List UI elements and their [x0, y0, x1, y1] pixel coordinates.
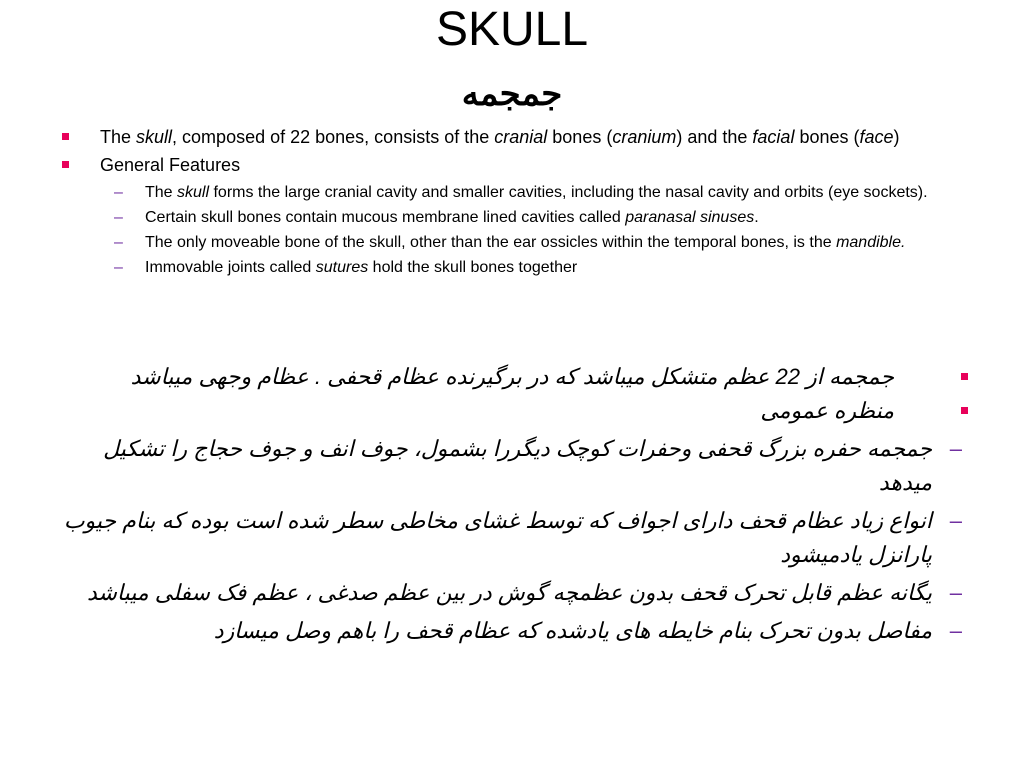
text-run: forms the large cranial cavity and smaller cavities, including the nasal cavity and orbits (eye sockets). [209, 184, 928, 201]
text-run: General Features [100, 155, 241, 175]
square-bullet-icon [62, 133, 69, 140]
italic-term: sutures [315, 259, 369, 276]
dash-bullet-icon: – [114, 184, 123, 201]
text-run: , composed of 22 bones, consists of the [172, 127, 495, 147]
italic-term: mandible. [836, 234, 906, 251]
bullet-item-persian [52, 394, 932, 428]
italic-term: skull [136, 127, 173, 147]
dash-bullet-icon: – [949, 436, 962, 461]
text-run: The only moveable bone of the skull, other than the ear ossicles within the temporal bones, is the [145, 234, 837, 251]
dash-bullet-icon: – [949, 618, 962, 643]
text-run: یگانه عظم قابل تحرک قحف بدون عظمچه گوش در بین عظم صدغی ، عظم فک سفلی میباشد [86, 580, 932, 605]
italic-term: facial [752, 127, 795, 147]
persian-bullet-list [52, 360, 962, 648]
text-run: bones ( [547, 127, 613, 147]
sub-bullet-item [62, 257, 962, 278]
sub-bullet-item [62, 182, 962, 203]
slide-title-english: SKULL [435, 3, 589, 56]
text-run: The [145, 184, 178, 201]
text-run: bones ( [794, 127, 860, 147]
italic-term: skull [177, 184, 210, 201]
sub-bullet-item [62, 232, 962, 253]
bullet-item [62, 126, 962, 148]
text-run: . [754, 209, 759, 226]
text-run: The [100, 127, 137, 147]
english-bullet-list [62, 126, 962, 282]
text-run: ) [893, 127, 900, 147]
square-bullet-icon [62, 161, 69, 168]
dash-bullet-icon: – [114, 259, 123, 276]
bullet-item [62, 154, 962, 176]
sub-bullet-item-persian [52, 504, 962, 572]
text-run: Immovable joints called [145, 259, 316, 276]
italic-term: cranium [612, 127, 677, 147]
dash-bullet-icon: – [114, 209, 123, 226]
sub-bullet-item-persian [52, 432, 962, 500]
text-run: مفاصل بدون تحرک بنام خایطه های یادشده که عظام قحف را باهم وصل میسازد [213, 618, 932, 643]
sub-bullet-item [62, 207, 962, 228]
italic-term: face [859, 127, 894, 147]
text-run: ) and the [676, 127, 753, 147]
slide-title-persian: جمجمه [461, 75, 563, 113]
text-run: hold the skull bones together [368, 259, 578, 276]
italic-term: cranial [494, 127, 548, 147]
square-bullet-icon [961, 373, 968, 380]
bullet-item-persian [52, 360, 932, 394]
dash-bullet-icon: – [114, 234, 123, 251]
dash-bullet-icon: – [949, 508, 962, 533]
square-bullet-icon [961, 407, 968, 414]
sub-bullet-item-persian [52, 576, 962, 610]
sub-bullet-item-persian [52, 614, 962, 648]
italic-term: paranasal sinuses [625, 209, 755, 226]
text-run: منظره عمومی [760, 398, 894, 423]
dash-bullet-icon: – [949, 580, 962, 605]
text-run: جمجمه حفره بزرگ قحفی وحفرات کوچک دیگررا بشمول، جوف انف و جوف حجاج را تشکیل میدهد [103, 436, 932, 495]
text-run: جمجمه از 22 عظم متشکل میباشد که در برگیرنده عظام قحفی . عظام وجهی میباشد [130, 364, 894, 389]
text-run: انواع زیاد عظام قحف دارای اجواف که توسط غشای مخاطی سطر شده است بوده که بنام جیوب پارانزل یادمیشود [63, 508, 932, 567]
text-run: Certain skull bones contain mucous membrane lined cavities called [145, 209, 626, 226]
